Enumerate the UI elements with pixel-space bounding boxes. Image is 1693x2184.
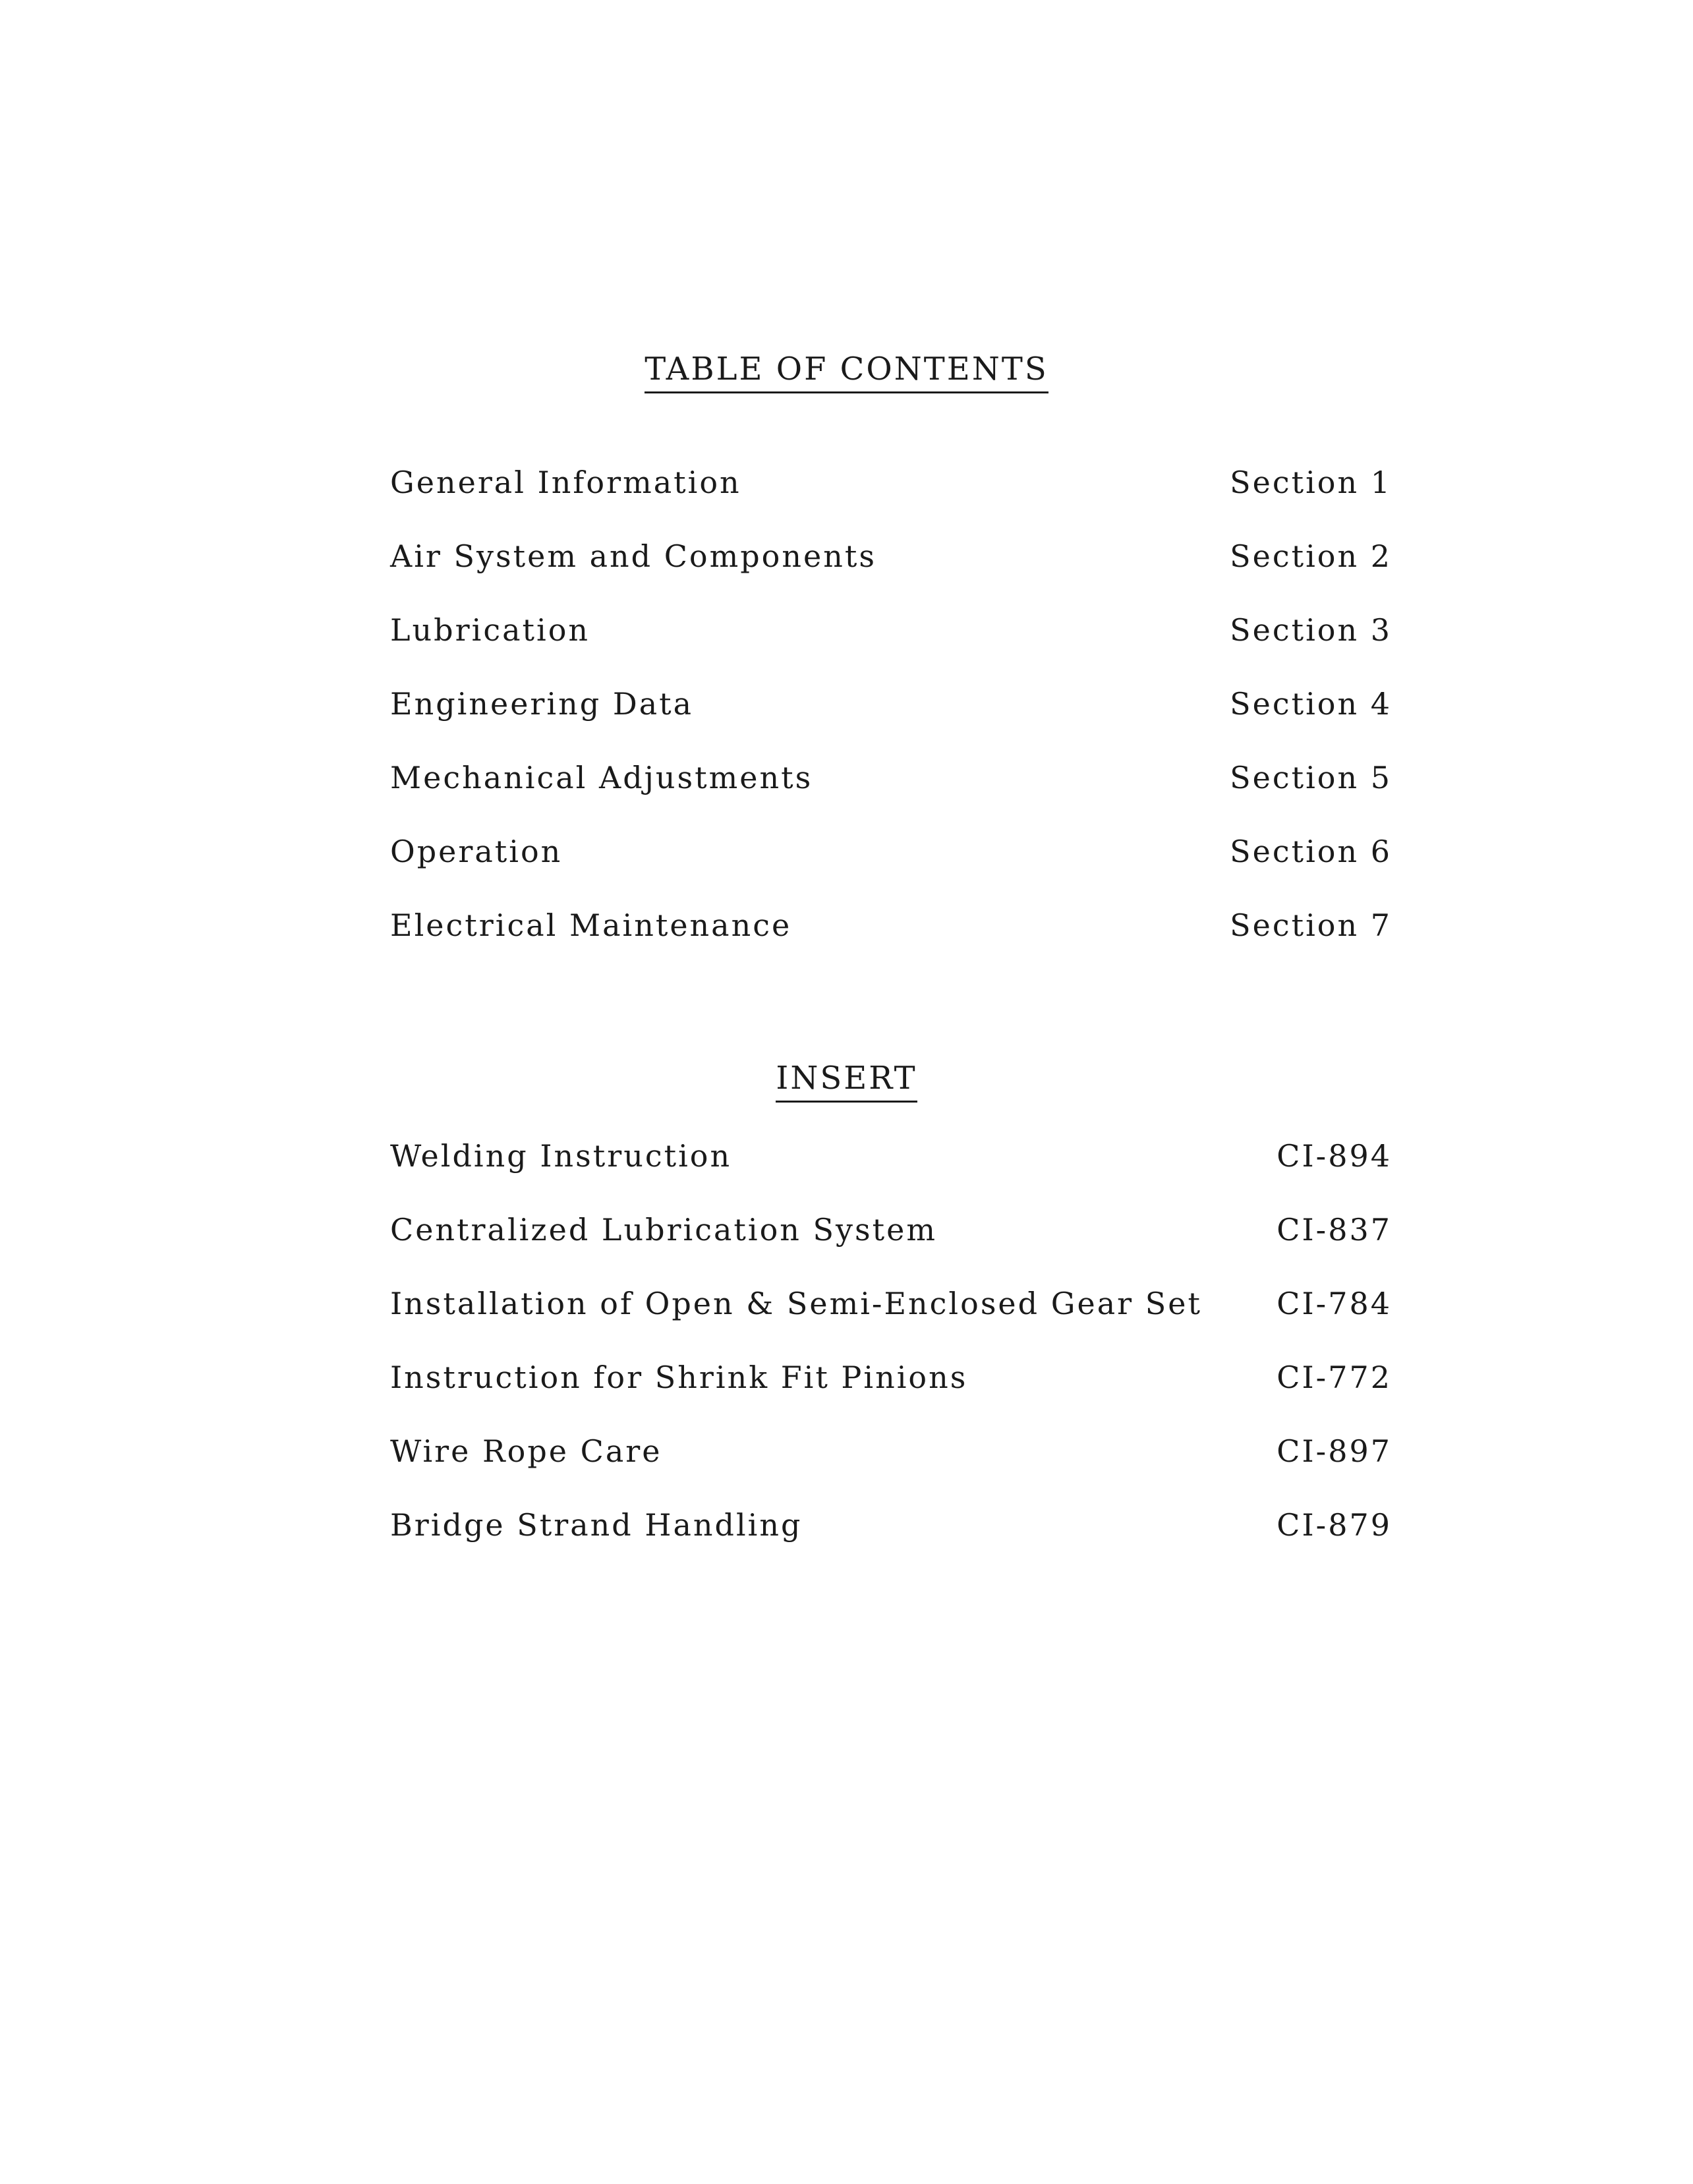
toc-entry [390, 465, 1392, 538]
insert-list [390, 1138, 1392, 1581]
insert-heading-text: INSERT [776, 1060, 917, 1103]
insert-heading [0, 1060, 1693, 1103]
toc-entry-section: Section 4 [1230, 686, 1392, 722]
toc-entry-title: Engineering Data [390, 686, 694, 722]
toc-entry-title: Operation [390, 834, 563, 869]
toc-entry-section: Section 7 [1230, 907, 1392, 943]
toc-entry [390, 760, 1392, 834]
insert-entry-title: Welding Instruction [390, 1138, 732, 1174]
insert-entry [390, 1286, 1392, 1360]
insert-entry-title: Wire Rope Care [390, 1433, 662, 1469]
insert-entry-title: Installation of Open & Semi-Enclosed Gear Set [390, 1286, 1202, 1321]
insert-entry [390, 1433, 1392, 1507]
insert-entry-code: CI-837 [1277, 1212, 1392, 1248]
insert-entry-title: Instruction for Shrink Fit Pinions [390, 1360, 968, 1395]
toc-list [390, 465, 1392, 981]
toc-entry-title: General Information [390, 465, 741, 500]
insert-entry [390, 1507, 1392, 1581]
toc-entry [390, 834, 1392, 907]
toc-heading-text: TABLE OF CONTENTS [645, 351, 1048, 393]
insert-entry-title: Bridge Strand Handling [390, 1507, 803, 1543]
toc-entry [390, 612, 1392, 686]
toc-entry-title: Lubrication [390, 612, 590, 648]
insert-entry [390, 1138, 1392, 1212]
toc-heading [0, 351, 1693, 393]
insert-entry-code: CI-894 [1277, 1138, 1392, 1174]
insert-entry [390, 1360, 1392, 1433]
insert-entry-code: CI-784 [1277, 1286, 1392, 1321]
toc-entry [390, 538, 1392, 612]
insert-entry-code: CI-772 [1277, 1360, 1392, 1395]
toc-entry-section: Section 3 [1230, 612, 1392, 648]
insert-entry [390, 1212, 1392, 1286]
insert-entry-code: CI-879 [1277, 1507, 1392, 1543]
insert-entry-code: CI-897 [1277, 1433, 1392, 1469]
toc-entry-section: Section 2 [1230, 538, 1392, 574]
toc-entry [390, 686, 1392, 760]
toc-entry-title: Air System and Components [390, 538, 876, 574]
toc-entry-title: Electrical Maintenance [390, 907, 792, 943]
toc-entry-section: Section 5 [1230, 760, 1392, 795]
insert-entry-title: Centralized Lubrication System [390, 1212, 937, 1248]
toc-entry [390, 907, 1392, 981]
toc-entry-section: Section 1 [1230, 465, 1392, 500]
toc-entry-title: Mechanical Adjustments [390, 760, 813, 795]
toc-entry-section: Section 6 [1230, 834, 1392, 869]
